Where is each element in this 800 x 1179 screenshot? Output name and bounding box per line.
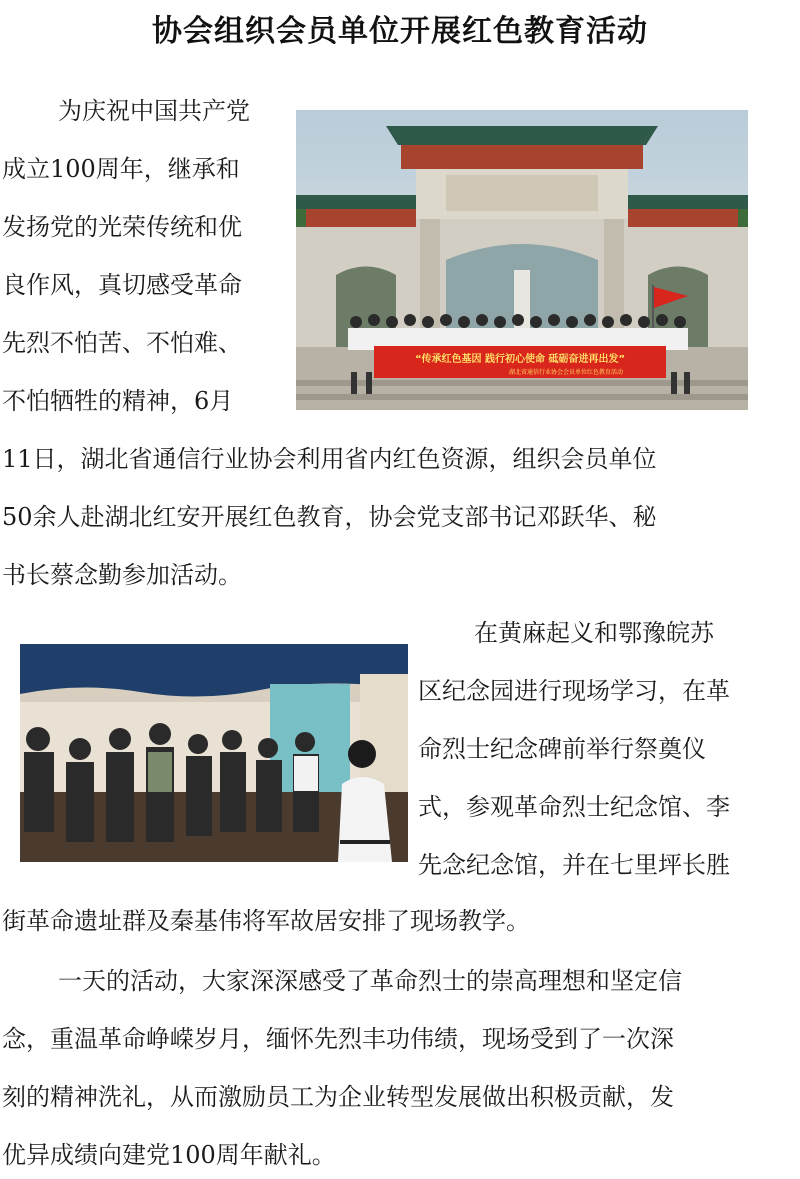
para1-line-4: 良作风，真切感受革命: [2, 271, 242, 299]
para3-line-3: 刻的精神洗礼，从而激励员工为企业转型发展做出积极贡献，发: [2, 1083, 674, 1111]
para3-line-2: 念，重温革命峥嵘岁月，缅怀先烈丰功伟绩，现场受到了一次深: [2, 1025, 674, 1053]
para2-line-3: 命烈士纪念碑前举行祭奠仪: [418, 735, 706, 763]
page-title: 协会组织会员单位开展红色教育活动: [152, 14, 648, 49]
para1-line-6: 不怕牺牲的精神，6月: [2, 387, 234, 415]
para1-line-9: 书长蔡念勤参加活动。: [2, 561, 242, 589]
para1-line-3: 发扬党的光荣传统和优: [2, 213, 242, 241]
para1-line-8: 50余人赴湖北红安开展红色教育，协会党支部书记邓跃华、秘: [2, 503, 657, 531]
memorial-gate-illustration: [296, 110, 748, 410]
group-photo: [296, 110, 748, 410]
museum-illustration: [20, 644, 408, 862]
banner-text: “传承红色基因 践行初心使命 砥砺奋进再出发”: [414, 354, 626, 365]
banner-subtext: 湖北省通信行业协会会员单位红色教育活动: [508, 369, 624, 376]
para2-line-4: 式，参观革命烈士纪念馆、李: [418, 793, 730, 821]
para3-line-1: 一天的活动，大家深深感受了革命烈士的崇高理想和坚定信: [58, 967, 682, 995]
para2-line-2: 区纪念园进行现场学习，在革: [418, 677, 730, 705]
para3-line-4: 优异成绩向建党100周年献礼。: [2, 1141, 336, 1169]
para2-line-6: 街革命遗址群及秦基伟将军故居安排了现场教学。: [2, 907, 530, 935]
para1-line-1: 为庆祝中国共产党: [58, 97, 250, 125]
museum-visit-photo: [20, 644, 408, 862]
para1-line-5: 先烈不怕苦、不怕难、: [2, 329, 242, 357]
para2-line-5: 先念纪念馆，并在七里坪长胜: [418, 851, 730, 879]
para1-line-7: 11日，湖北省通信行业协会利用省内红色资源，组织会员单位: [2, 445, 657, 473]
para2-line-1: 在黄麻起义和鄂豫皖苏: [474, 619, 714, 647]
para1-line-2: 成立100周年，继承和: [2, 155, 240, 183]
